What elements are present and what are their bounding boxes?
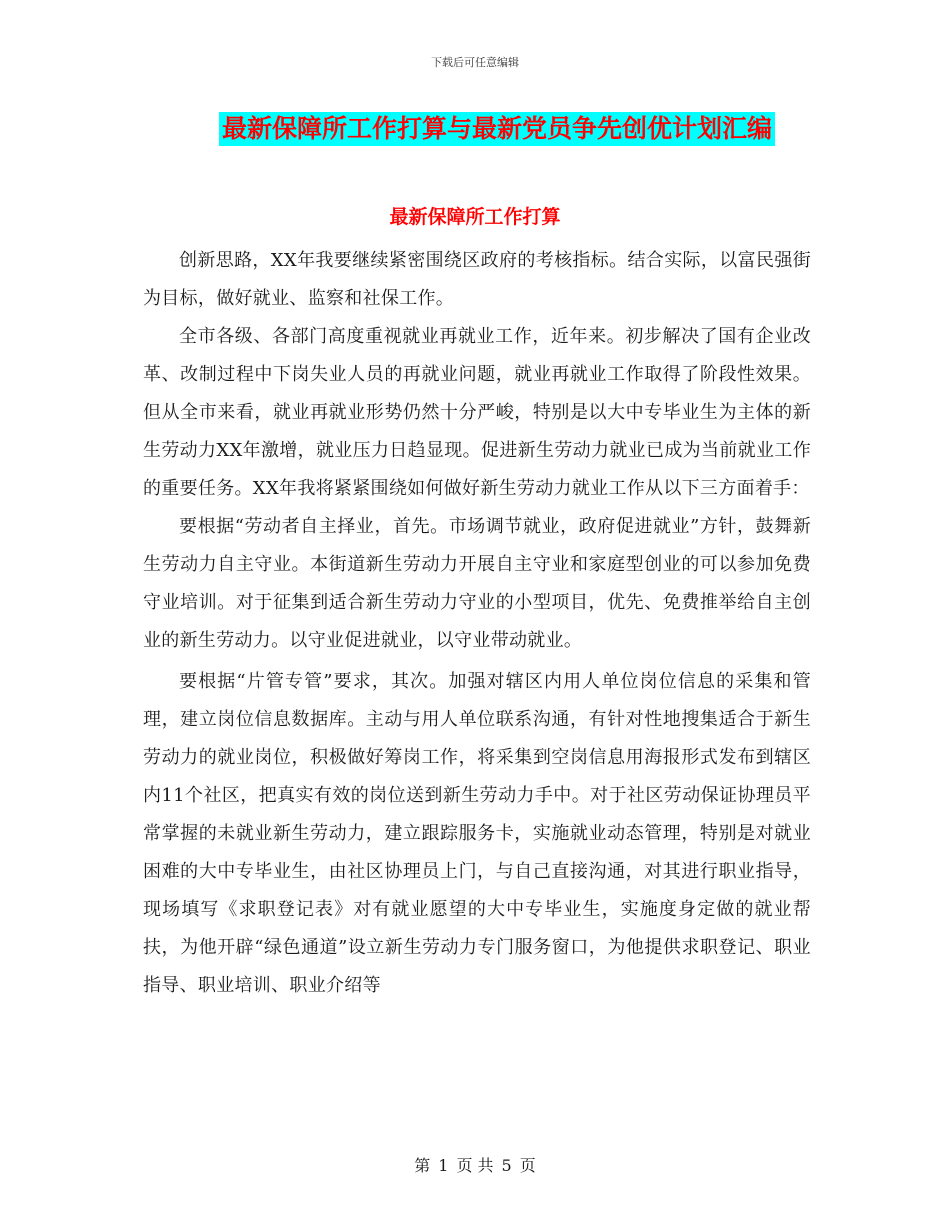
section-title: 最新保障所工作打算 bbox=[389, 206, 561, 228]
document-title: 最新保障所工作打算与最新党员争先创优计划汇编 bbox=[219, 112, 775, 146]
page-number: 1 bbox=[438, 1156, 449, 1175]
header-note: 下载后可任意编辑 bbox=[431, 56, 519, 69]
paragraph: 全市各级、各部门高度重视就业再就业工作，近年来。初步解决了国有企业改革、改制过程中下岗失业人员的再就业问题，就业再就业工作取得了阶段性效果。但从全市来看，就业再就业形势仍然十分严峻，特别是以大中专毕业生为主体的新生劳动力XX年激增，就业压力日趋显现。促进新生劳动力就业已成为当前就业工作的重要任务。XX年我将紧紧围绕如何做好新生劳动力就业工作从以下三方面着手： bbox=[143, 326, 811, 499]
paragraph: 要根据“劳动者自主择业，首先。市场调节就业，政府促进就业”方针，鼓舞新生劳动力自主守业。本街道新生劳动力开展自主守业和家庭型创业的可以参加免费守业培训。对于征集到适合新生劳动力守业的小型项目，优先、免费推举给自主创业的新生劳动力。以守业促进就业，以守业带动就业。 bbox=[143, 516, 811, 651]
document-body bbox=[143, 242, 811, 1005]
footer-prefix: 第 bbox=[414, 1156, 431, 1175]
footer-suffix: 页 bbox=[519, 1156, 536, 1175]
paragraph: 创新思路，XX年我要继续紧密围绕区政府的考核指标。结合实际，以富民强街为目标，做好就业、监察和社保工作。 bbox=[143, 250, 811, 309]
paragraph: 要根据“片管专管”要求，其次。加强对辖区内用人单位岗位信息的采集和管理，建立岗位信息数据库。主动与用人单位联系沟通，有针对性地搜集适合于新生劳动力的就业岗位，积极做好筹岗工作，将采集到空岗信息用海报形式发布到辖区内11个社区，把真实有效的岗位送到新生劳动力手中。对于社区劳动保证协理员平常掌握的未就业新生劳动力，建立跟踪服务卡，实施就业动态管理，特别是对就业困难的大中专毕业生，由社区协理员上门，与自己直接沟通，对其进行职业指导，现场填写《求职登记表》对有就业愿望的大中专毕业生，实施度身定做的就业帮扶，为他开辟“绿色通道”设立新生劳动力专门服务窗口，为他提供求职登记、职业指导、职业培训、职业介绍等 bbox=[143, 671, 811, 996]
document-title-container bbox=[0, 112, 950, 146]
page-footer bbox=[0, 1153, 950, 1176]
footer-mid: 页 共 bbox=[456, 1156, 494, 1175]
total-pages: 5 bbox=[501, 1156, 512, 1175]
